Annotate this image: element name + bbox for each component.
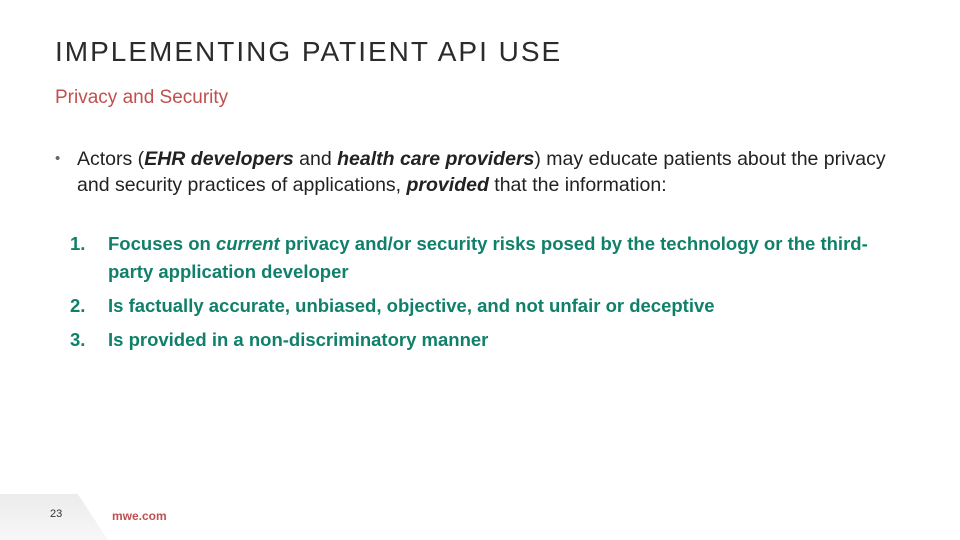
list-item-text: Is factually accurate, unbiased, objective, and not unfair or deceptive (108, 295, 715, 316)
slide-title: IMPLEMENTING PATIENT API USE (55, 36, 563, 67)
list-item: 1. Focuses on current privacy and/or security risks posed by the technology or the third-party application developer (70, 230, 910, 286)
bullet-text: Actors (EHR developers and health care providers) may educate patients about the privacy and security practices of applications, provided that the information: (77, 148, 886, 196)
emphasis-current: current (215, 233, 280, 254)
page-number: 23 (50, 508, 63, 520)
emphasis-ehr-developers: EHR developers (144, 148, 294, 170)
numbered-list (70, 230, 910, 360)
list-item-number: 1. (70, 233, 86, 254)
list-item (70, 292, 910, 320)
list-item-number: 2. (70, 295, 86, 316)
bullet-marker: • (55, 150, 61, 167)
website-link[interactable]: mwe.com (112, 509, 167, 523)
list-item (70, 326, 910, 354)
list-item-text: Is provided in a non-discriminatory manner (108, 329, 489, 350)
emphasis-provided: provided (406, 174, 489, 196)
list-item-number: 3. (70, 329, 86, 350)
main-bullet (55, 146, 905, 198)
emphasis-health-care-providers: health care providers (337, 148, 535, 170)
slide-subtitle: Privacy and Security (55, 87, 229, 108)
